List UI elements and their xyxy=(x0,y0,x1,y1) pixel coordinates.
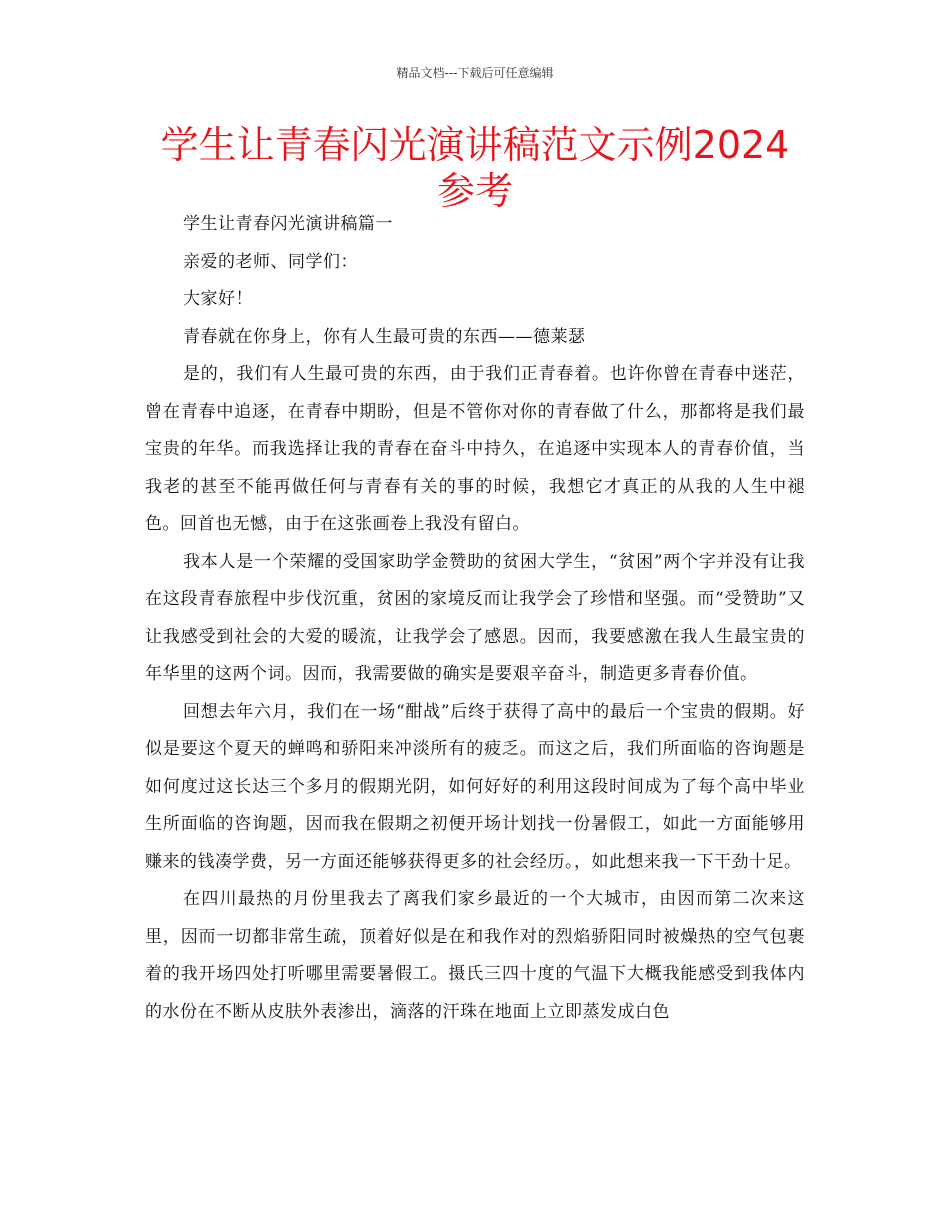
section-heading: 学生让青春闪光演讲稿篇一 xyxy=(183,214,393,234)
quote-paragraph: 青春就在你身上，你有人生最可贵的东西——德莱瑟 xyxy=(183,326,586,347)
body-paragraph: 我本人是一个荣耀的受国家助学金赞助的贫困大学生，“贫困”两个字并没有让我在这段青春旅程中步伐沉重，贫困的家境反而让我学会了珍惜和坚强。而“受赞助”又让我感受到社会的大爱的暖流，让我学会了感恩。因而，我要感激在我人生最宝贵的年华里的这两个词。因而，我需要做的确实是要艰辛奋斗，制造更多青春价值。 xyxy=(145,551,805,684)
document-title: 学生让青春闪光演讲稿范文示例2024参考 xyxy=(160,123,790,213)
greeting: 大家好！ xyxy=(183,289,253,309)
body-paragraph: 是的，我们有人生最可贵的东西，由于我们正青春着。也许你曾在青春中迷茫，曾在青春中追逐，在青春中期盼，但是不管你对你的青春做了什么，那都将是我们最宝贵的年华。而我选择让我的青春在奋斗中持久，在追逐中实现本人的青春价值，当我老的甚至不能再做任何与青春有关的事的时候，我想它才真正的从我的人生中褪色。回首也无憾，由于在这张画卷上我没有留白。 xyxy=(145,364,805,534)
document-body xyxy=(145,206,805,1031)
body-paragraph: 在四川最热的月份里我去了离我们家乡最近的一个大城市，由因而第二次来这里，因而一切都非常生疏，顶着好似是在和我作对的烈焰骄阳同时被燥热的空气包裹着的我开场四处打听哪里需要暑假工。摄氏三四十度的气温下大概我能感受到我体内的水份在不断从皮肤外表渗出，滴落的汗珠在地面上立即蒸发成白色 xyxy=(145,889,805,1022)
header-note: 精品文档---下载后可任意编辑 xyxy=(396,66,554,80)
body-paragraph: 回想去年六月，我们在一场“酣战”后终于获得了高中的最后一个宝贵的假期。好似是要这个夏天的蝉鸣和骄阳来冲淡所有的疲乏。而这之后，我们所面临的咨询题是如何度过这长达三个多月的假期光阴，如何好好的利用这段时间成为了每个高中毕业生所面临的咨询题，因而我在假期之初便开场计划找一份暑假工，如此一方面能够用赚来的钱凑学费，另一方面还能够获得更多的社会经历。，如此想来我一下干劲十足。 xyxy=(145,701,805,872)
salutation: 亲爱的老师、同学们： xyxy=(183,251,358,272)
